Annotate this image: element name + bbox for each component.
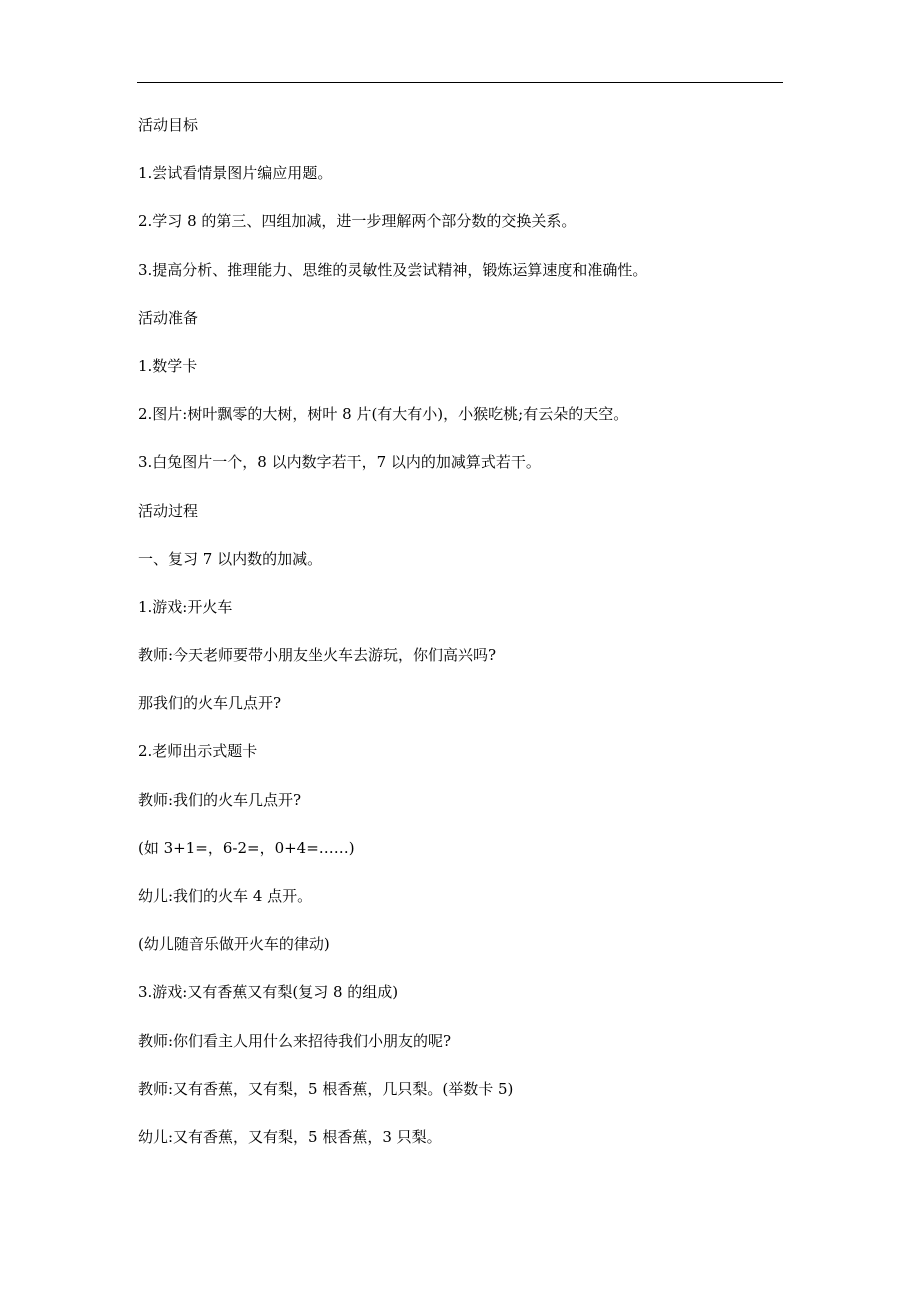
preparation-item-3: 3.白兔图片一个，8 以内数字若干，7 以内的加减算式若干。 bbox=[138, 453, 541, 472]
process-item-2: 2.老师出示式题卡 bbox=[138, 742, 258, 761]
dialogue-line: 那我们的火车几点开? bbox=[138, 694, 282, 713]
header-rule bbox=[137, 82, 783, 83]
preparation-item-1: 1.数学卡 bbox=[138, 356, 198, 375]
process-step-1: 一、复习 7 以内数的加减。 bbox=[138, 549, 323, 568]
dialogue-line: 教师:今天老师要带小朋友坐火车去游玩，你们高兴吗? bbox=[138, 646, 497, 665]
goal-item-2: 2.学习 8 的第三、四组加减，进一步理解两个部分数的交换关系。 bbox=[138, 212, 577, 231]
goal-item-1: 1.尝试看情景图片编应用题。 bbox=[138, 164, 333, 183]
dialogue-line: 幼儿:我们的火车 4 点开。 bbox=[138, 887, 313, 905]
dialogue-line: 教师:你们看主人用什么来招待我们小朋友的呢? bbox=[138, 1031, 452, 1050]
example-note: (如 3+1=，6-2=，0+4=……) bbox=[138, 838, 355, 857]
preparation-item-2: 2.图片:树叶飘零的大树，树叶 8 片(有大有小)，小猴吃桃;有云朵的天空。 bbox=[138, 405, 629, 424]
process-game-1: 1.游戏:开火车 bbox=[138, 597, 233, 616]
activity-note: (幼儿随音乐做开火车的律动) bbox=[138, 935, 330, 954]
section-heading-goals: 活动目标 bbox=[138, 116, 199, 134]
goal-item-3: 3.提高分析、推理能力、思维的灵敏性及尝试精神，锻炼运算速度和准确性。 bbox=[138, 260, 648, 279]
document-body bbox=[138, 114, 788, 1174]
dialogue-line: 幼儿:又有香蕉，又有梨，5 根香蕉，3 只梨。 bbox=[138, 1127, 442, 1146]
section-heading-preparation: 活动准备 bbox=[138, 308, 199, 327]
process-game-3: 3.游戏:又有香蕉又有梨(复习 8 的组成) bbox=[138, 983, 399, 1002]
section-heading-process: 活动过程 bbox=[138, 501, 199, 520]
dialogue-line: 教师:我们的火车几点开? bbox=[138, 790, 302, 809]
dialogue-line: 教师:又有香蕉，又有梨，5 根香蕉，几只梨。(举数卡 5) bbox=[138, 1079, 514, 1098]
